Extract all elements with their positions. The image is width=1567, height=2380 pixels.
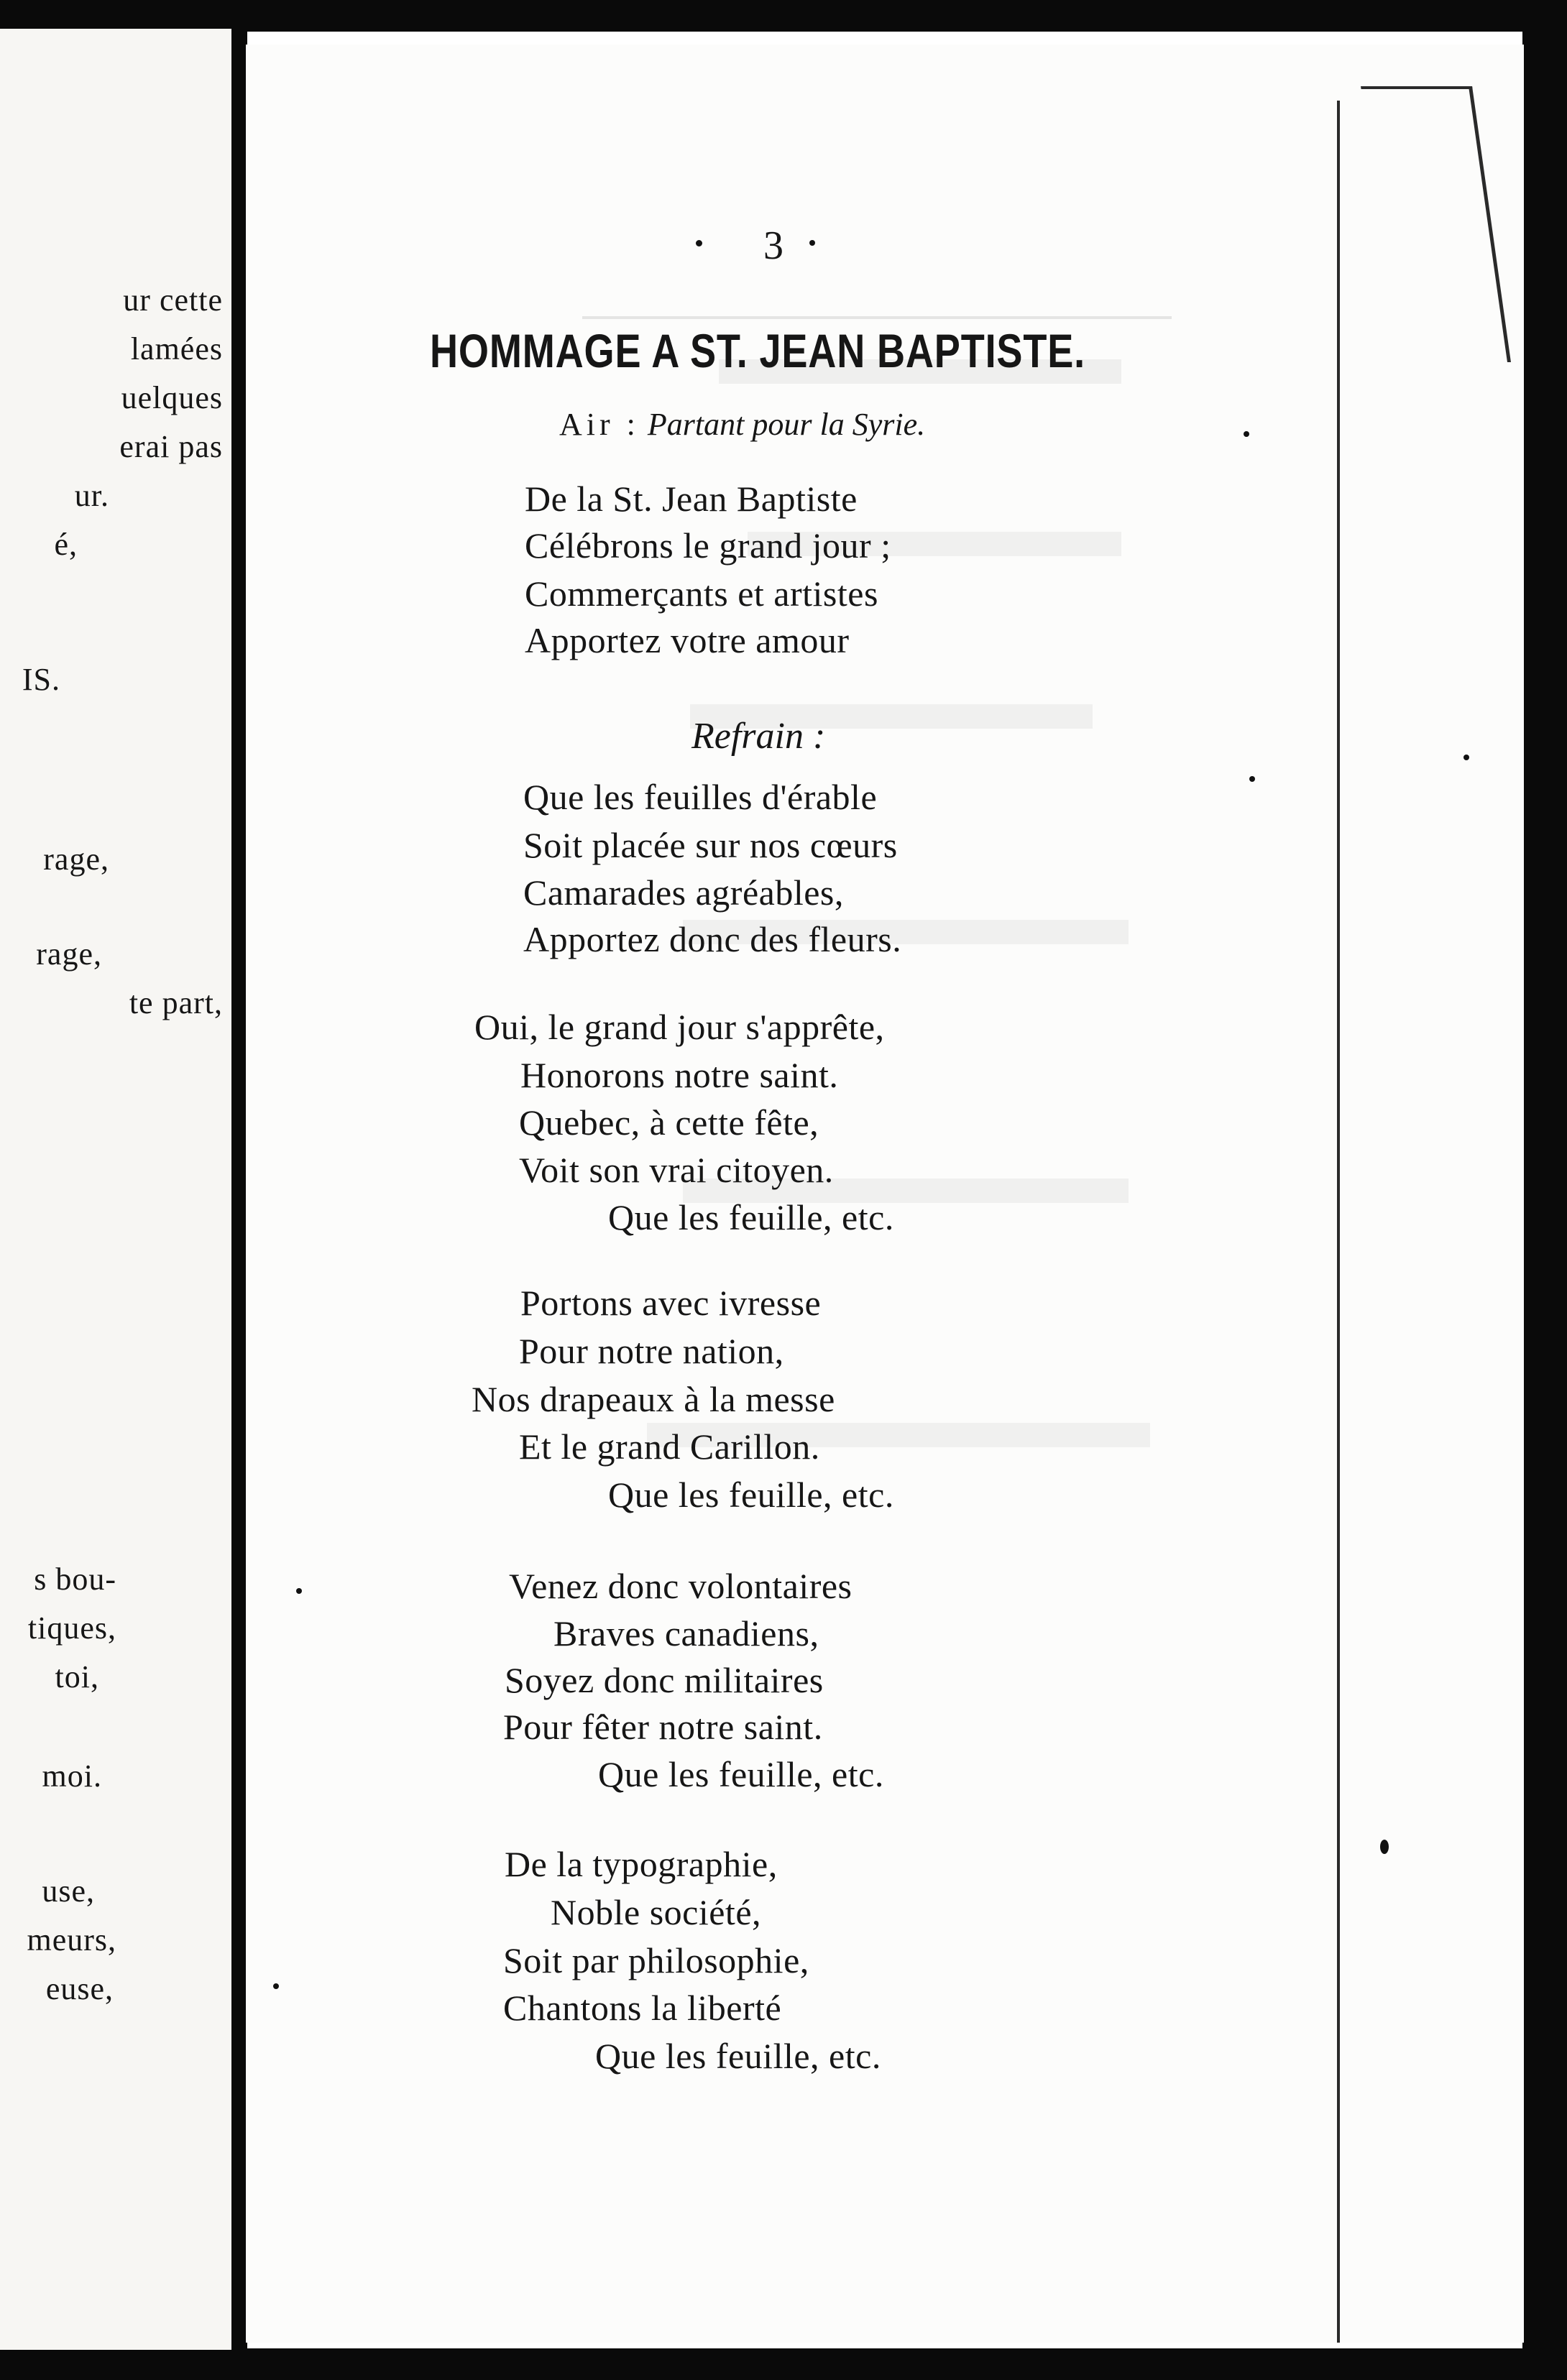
poem-line: Que les feuille, etc. (598, 1754, 884, 1794)
scan-speck (296, 1588, 302, 1594)
poem-line: Quebec, à cette fête, (519, 1102, 819, 1143)
scan-speck (273, 1983, 279, 1989)
refrain-line: Camarades agréables, (523, 872, 844, 913)
poem-line: De la typographie, (505, 1844, 778, 1884)
left-page-fragment: moi. (42, 1758, 102, 1794)
left-page-fragment: IS. (22, 662, 60, 697)
left-page-fragment: euse, (45, 1971, 114, 2006)
poem-line: Venez donc volontaires (509, 1566, 853, 1606)
left-page-fragment: ur cette (123, 282, 223, 318)
scan-border-right (1522, 0, 1567, 2380)
poem-line: Braves canadiens, (553, 1613, 819, 1653)
left-page-fragment: uelques (121, 380, 223, 415)
poem-line: Voit son vrai citoyen. (519, 1150, 834, 1190)
page-number: 3 (763, 223, 784, 268)
left-page-fragment: ur. (74, 478, 109, 513)
poem-line: Commerçants et artistes (525, 573, 878, 614)
left-page-fragment: lamées (130, 331, 223, 366)
left-page-fragment: toi, (55, 1659, 99, 1694)
poem-line: Que les feuille, etc. (608, 1197, 894, 1237)
poem-line: Et le grand Carillon. (519, 1426, 820, 1467)
poem-line: Noble société, (551, 1892, 762, 1932)
refrain-line: Soit placée sur nos cœurs (523, 825, 898, 865)
air-title: Partant pour la Syrie. (647, 407, 926, 442)
air-line (559, 406, 925, 443)
poem-line: Soit par philosophie, (503, 1940, 809, 1980)
poem-line: Pour notre nation, (519, 1331, 784, 1371)
left-facing-page (0, 29, 231, 2350)
poem-line: Chantons la liberté (503, 1988, 782, 2028)
book-gutter (230, 0, 247, 2380)
poem-line: Apportez votre amour (525, 620, 850, 660)
left-page-fragment: meurs, (27, 1922, 116, 1957)
poem-line: Honorons notre saint. (520, 1055, 839, 1095)
left-page-fragment: use, (42, 1873, 95, 1909)
left-page-fragment: rage, (36, 936, 102, 972)
scan-speck (1244, 431, 1249, 437)
scan-speck (1380, 1840, 1389, 1854)
scan-speck (1249, 776, 1255, 782)
page-edge (1337, 101, 1340, 2343)
poem-line: Que les feuille, etc. (608, 1475, 894, 1515)
poem-line: Que les feuille, etc. (595, 2036, 881, 2076)
refrain-line: Que les feuilles d'érable (523, 777, 878, 817)
left-page-fragment: tiques, (27, 1610, 116, 1646)
left-page-fragment: é, (54, 527, 78, 562)
poem-line: Portons avec ivresse (520, 1283, 822, 1323)
scan-speck (696, 240, 702, 246)
poem-line: Soyez donc militaires (505, 1660, 824, 1700)
air-label: Air : (559, 407, 640, 442)
scan-speck (1463, 755, 1469, 760)
poem-title: HOMMAGE A ST. JEAN BAPTISTE. (430, 324, 1086, 377)
left-page-fragment: te part, (129, 985, 223, 1020)
poem-line: Oui, le grand jour s'apprête, (474, 1007, 885, 1047)
left-page-fragment: s bou- (34, 1562, 116, 1597)
poem-line: Célébrons le grand jour ; (525, 525, 891, 566)
scan-speck (809, 240, 815, 246)
poem-line: De la St. Jean Baptiste (525, 479, 858, 519)
poem-line: Nos drapeaux à la messe (472, 1379, 835, 1419)
poem-line: Pour fêter notre saint. (503, 1707, 823, 1747)
left-page-fragment: rage, (43, 841, 109, 877)
refrain-line: Apportez donc des fleurs. (523, 919, 902, 959)
refrain-heading: Refrain : (691, 716, 826, 757)
left-page-fragment: erai pas (119, 429, 223, 464)
